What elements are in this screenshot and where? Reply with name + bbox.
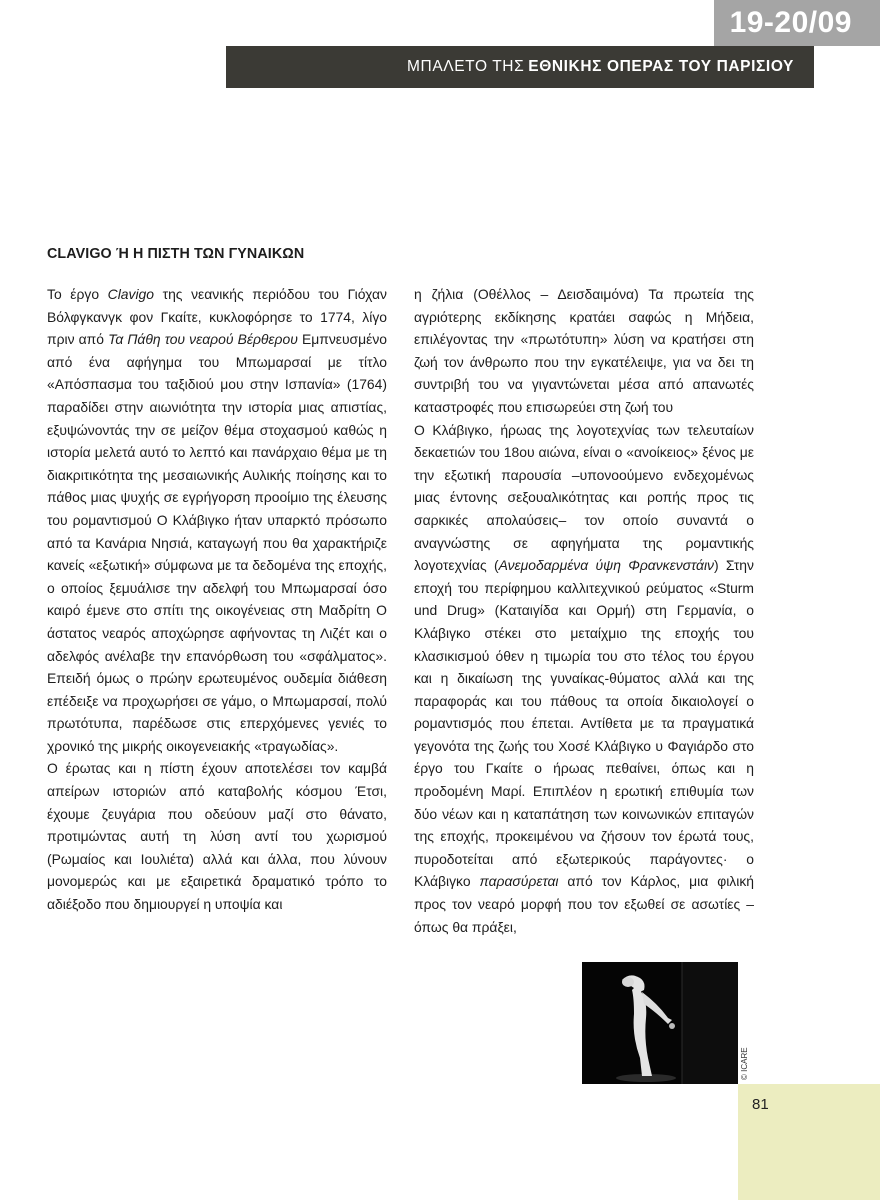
section-header-bar xyxy=(226,46,814,88)
ballet-dancer-photo xyxy=(582,962,738,1084)
text-run: Το έργο xyxy=(47,286,108,302)
text-run: ) Στην εποχή του περίφημου καλλιτεχνικού ρεύματος «Sturm und Drug» (Καταιγίδα και Ορμή) στη Γερμανία, ο Κλάβιγκο στέκει στο μεταίχμιο της εποχής του κλασικισμού όθεν η τιμωρία του στο τέλος του έργου και η δικαίωση της γυναίκας-θύματος αλλά και της παραφοράς και του πάθους τα οποία δικαιολογεί ο ρομαντισμός που έπεται. Αντίθετα με τα πραγματικά γεγονότα της ζωής του Χοσέ Κλάβιγκο υ Φαγιάρδο στο έργο του Γκαίτε ο ήρωας πεθαίνει, όπως και η προδομένη Μαρί. Επιπλέον η ερωτική επιθυμία των δύο νέων και η καταπάτηση των κοινωνικών επιταγών της εποχής, προκειμένου να ζήσουν τον έρωτά τους, πυροδοτείται από εξωτερικούς παράγοντες· ο Κλάβιγκο xyxy=(414,557,754,890)
text-run: Εμπνευσμένο από ένα αφήγημα του Μπωμαρσαί με τίτλο «Απόσπασμα του ταξιδιού μου στην Ισπανία» (1764) παραδίδει στην αιωνιότητα την ιστορία μιας απιστίας, εξυψώνοντάς την σε μείζον θέμα στοχασμού καθώς η ιστορία μελετά αυτό το λεπτό και πανάρχαιο θέμα με τη διακριτικότητα της μεσαιωνικής Αυλικής ποίησης και το πάθος μιας ψυχής σε εγρήγορση προοίμιο της έλευσης του ρομαντισμού Ο Κλάβιγκο ήταν υπαρκτό πρόσωπο από τα Κανάρια Νησιά, καταγωγή που θα χαρακτήριζε κανείς «εξωτική» σύμφωνα με τα δεδομένα της εποχής, ο οποίος ξεμυάλισε την αδελφή του Μπωμαρσαί όσο καιρό έμενε στο σπίτι της οικογένειας στη Μαδρίτη Ο άστατος νεαρός αποχώρησε αφήνοντας τη Λιζέτ και ο αδελφός ανέλαβε την επανόρθωση του «σφάλματος». Επειδή όμως ο πρώην ερωτευμένος ουδεμία διάθεση επέδειξε να προχωρήσει σε γάμο, ο Μπωμαρσαί, πολύ πρωτότυπα, παρέδωσε στις επερχόμενες γενιές το χρονικό της μικρής οικογενειακής «τραγωδίας». xyxy=(47,331,387,754)
emphasis-word: παρασύρεται xyxy=(479,873,559,890)
article-paragraph xyxy=(414,419,754,939)
article-title: CLAVIGO Ή Η ΠΙΣΤΗ ΤΩΝ ΓΥΝΑΙΚΩΝ xyxy=(47,246,305,262)
article-paragraph: η ζήλια (Οθέλλος – Δεισδαιμόνα) Τα πρωτεία της αγριότερης εκδίκησης κρατάει σαφώς η Μήδεια, επιλέγοντας την «πρωτότυπη» λύση να κρατήσει στη ζωή τον άνθρωπο που την εγκατέλειψε, για να δει τη συντριβή του να γιγαντώνεται μέσα από απανωτές καταστροφές που επισωρεύει στη ζωή του xyxy=(414,286,754,415)
work-titles-romantic: Ανεμοδαρμένα ύψη Φρανκενστάιν xyxy=(498,557,714,574)
work-title-clavigo: Clavigo xyxy=(107,286,154,302)
dancer-figure-illustration xyxy=(582,962,738,1084)
article-column-left xyxy=(47,283,387,916)
text-run: από τον Κάρλος, μια φιλική προς τον νεαρό μορφή που τον εξωθεί σε ασωτίες –όπως θα πράξει, xyxy=(414,873,754,935)
page-number: 81 xyxy=(752,1096,769,1113)
photo-credit: © ICARE xyxy=(740,1047,749,1080)
article-paragraph: Ο έρωτας και η πίστη έχουν αποτελέσει τον καμβά απείρων ιστοριών από καταβολής κόσμου Έτσι, έχουμε ζευγάρια που οδεύουν μαζί στο θάνατο, προτιμώντας αυτή τη λύση αντί του χωρισμού (Ρωμαίος και Ιουλιέτα) αλλά και άλλα, που λύνουν μονομερώς και με εξαιρετικά δραματικό τρόπο το αδιέξοδο που δημιουργεί η υποψία και xyxy=(47,760,387,913)
header-title-light: ΜΠΑΛΕΤΟ ΤΗΣ xyxy=(407,58,525,75)
text-run: Ο Κλάβιγκο, ήρωας της λογοτεχνίας των τελευταίων δεκαετιών του 18ου αιώνα, είναι ο «ανοίκειος» ξένος με την εξωτική παρουσία –υπονοούμενο ενδεχομένως μιας έντονης σεξουαλικότητας και ροπής προς τις σαρκικές απολαύσεις– τον οποίο συναντά ο αναγνώστης σε αφηγήματα της ρομαντικής λογοτεχνίας ( xyxy=(414,421,754,574)
work-title-werther: Τα Πάθη του νεαρού Βέρθερου xyxy=(108,331,298,348)
header-title-bold: ΕΘΝΙΚΗΣ ΟΠΕΡΑΣ ΤΟΥ ΠΑΡΙΣΙΟΥ xyxy=(528,58,794,75)
issue-date: 19-20/09 xyxy=(729,6,852,39)
issue-date-box xyxy=(714,0,880,46)
text-run: της νεανικής περιόδου του Γιόχαν Βόλφγκανγκ φον Γκαίτε, κυκλοφόρησε το 1774, λίγο πριν από xyxy=(47,286,387,348)
article-column-right xyxy=(414,283,754,938)
article-paragraph xyxy=(47,283,387,757)
